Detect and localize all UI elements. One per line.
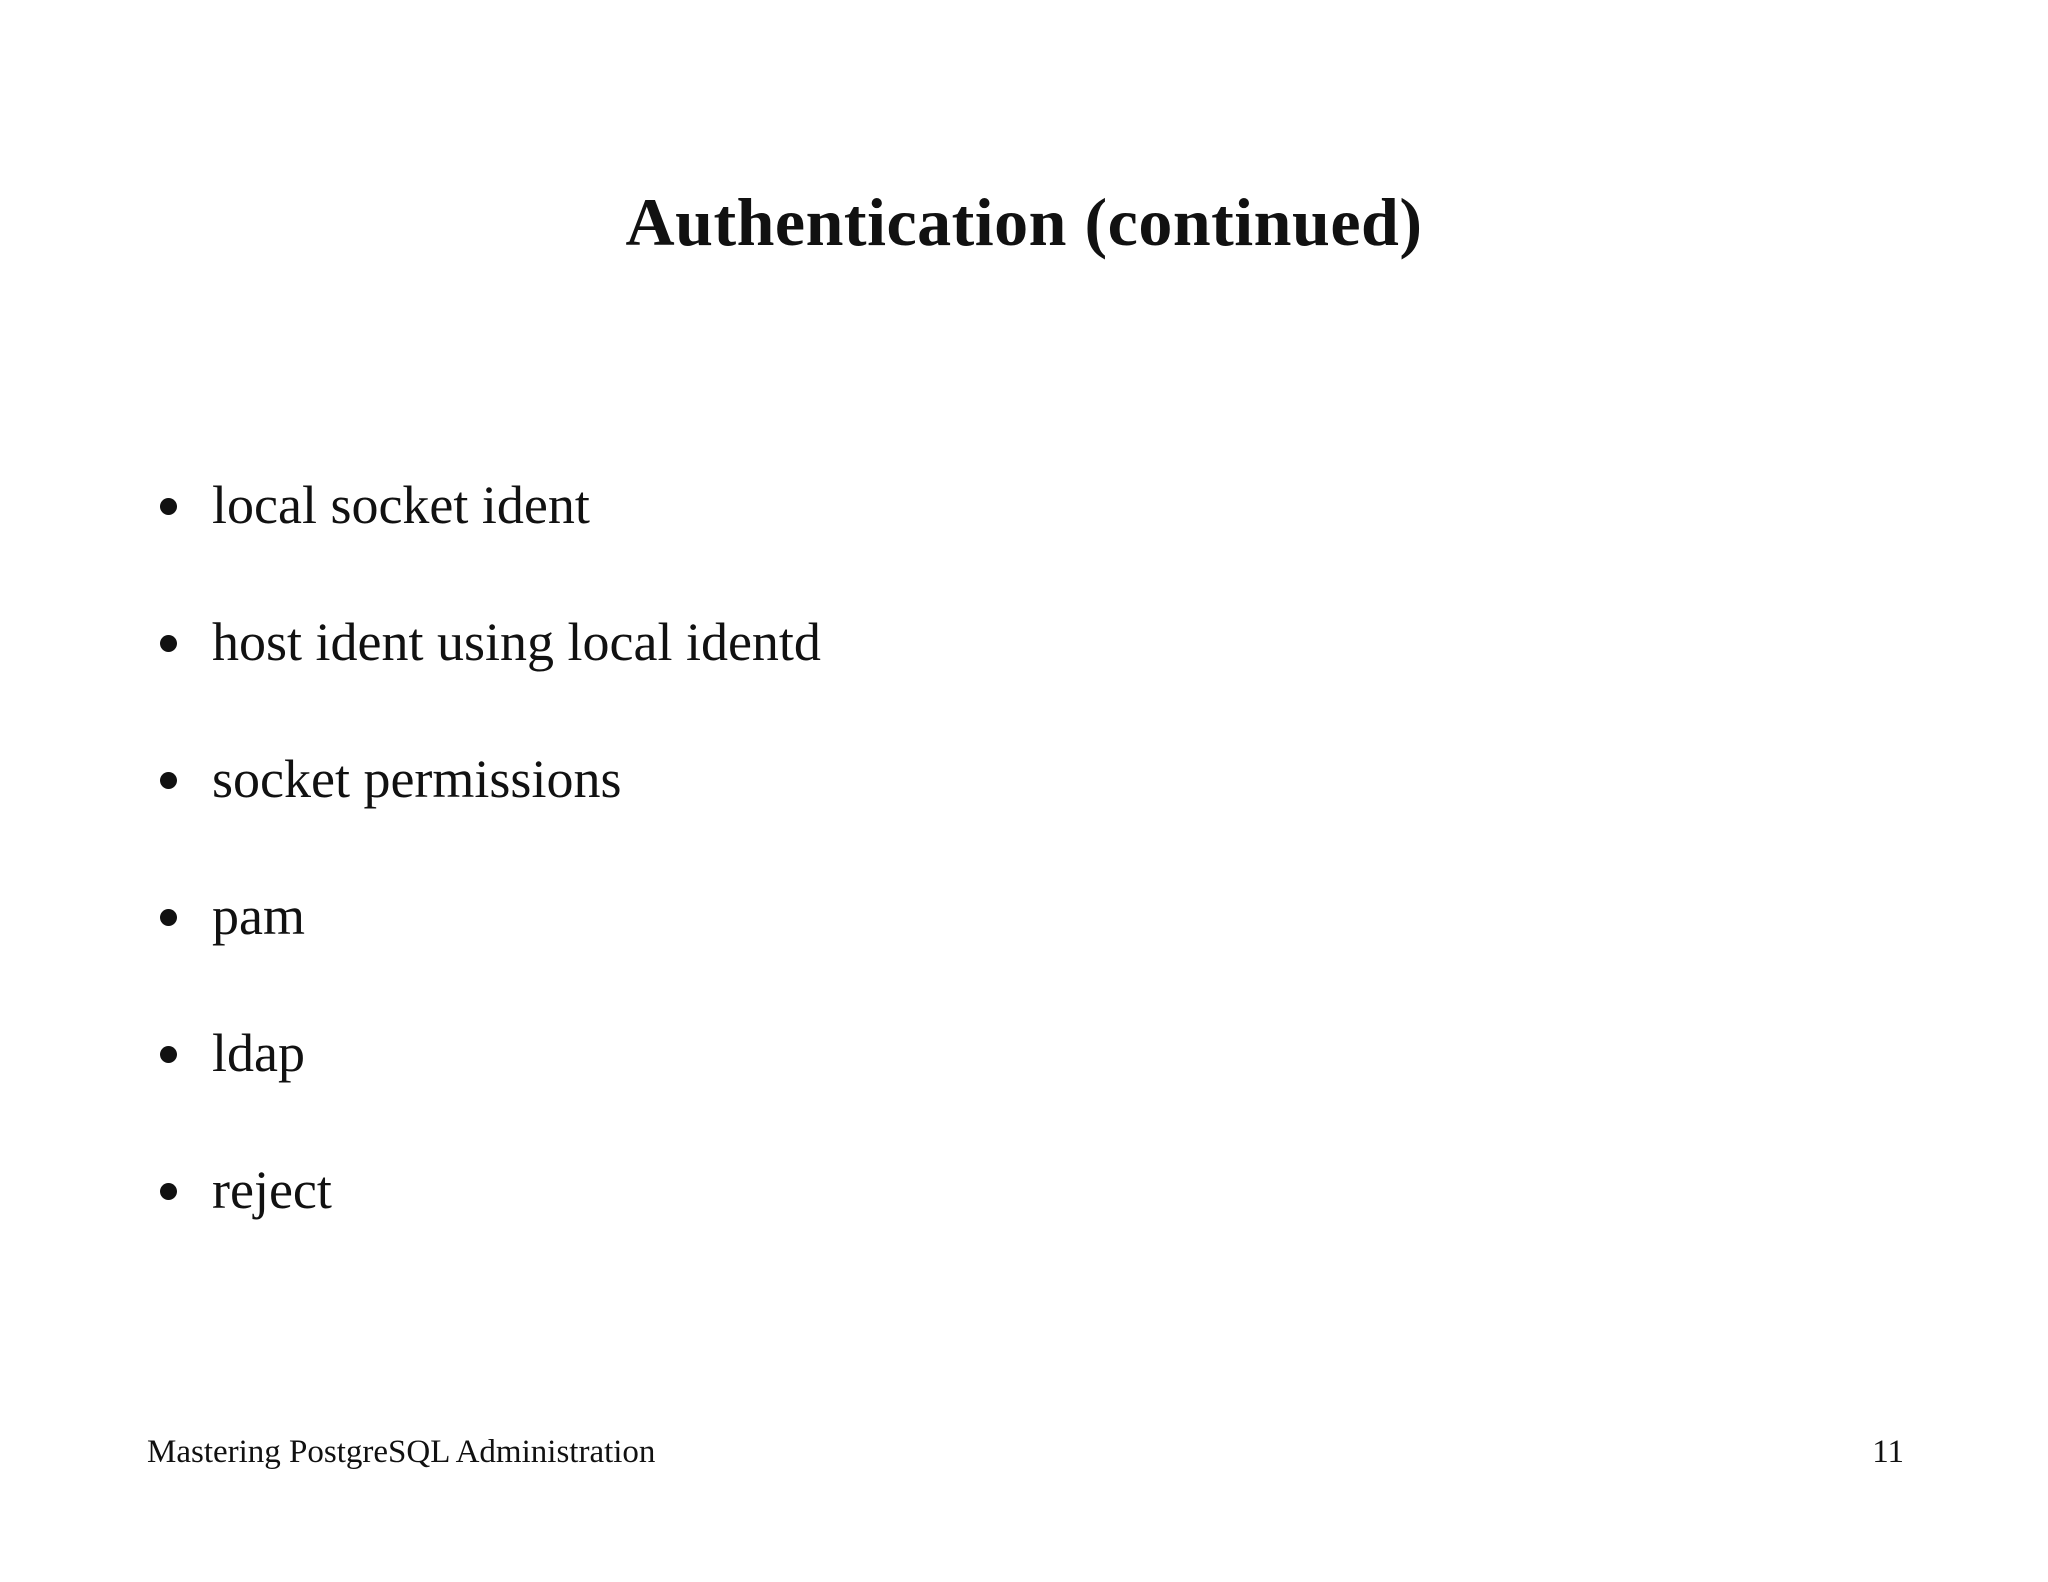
bullet-dot-icon [160,1046,177,1063]
list-item-text: local socket ident [212,475,590,535]
bullet-list [160,470,821,1292]
list-item [160,1155,821,1292]
list-item-text: pam [212,886,305,946]
list-item-text: socket permissions [212,749,622,809]
bullet-dot-icon [160,635,177,652]
bullet-dot-icon [160,1183,177,1200]
bullet-dot-icon [160,909,177,926]
footer-title: Mastering PostgreSQL Administration [147,1434,656,1470]
slide-title: Authentication (continued) [625,184,1423,260]
bullet-dot-icon [160,498,177,515]
list-item [160,1018,821,1155]
list-item-text: host ident using local identd [212,612,821,672]
list-item-text: reject [212,1160,332,1220]
list-item [160,881,821,1018]
list-item [160,470,821,607]
list-item-text: ldap [212,1023,305,1083]
page-number: 11 [1872,1434,1904,1470]
bullet-dot-icon [160,772,177,789]
list-item [160,744,821,881]
list-item [160,607,821,744]
